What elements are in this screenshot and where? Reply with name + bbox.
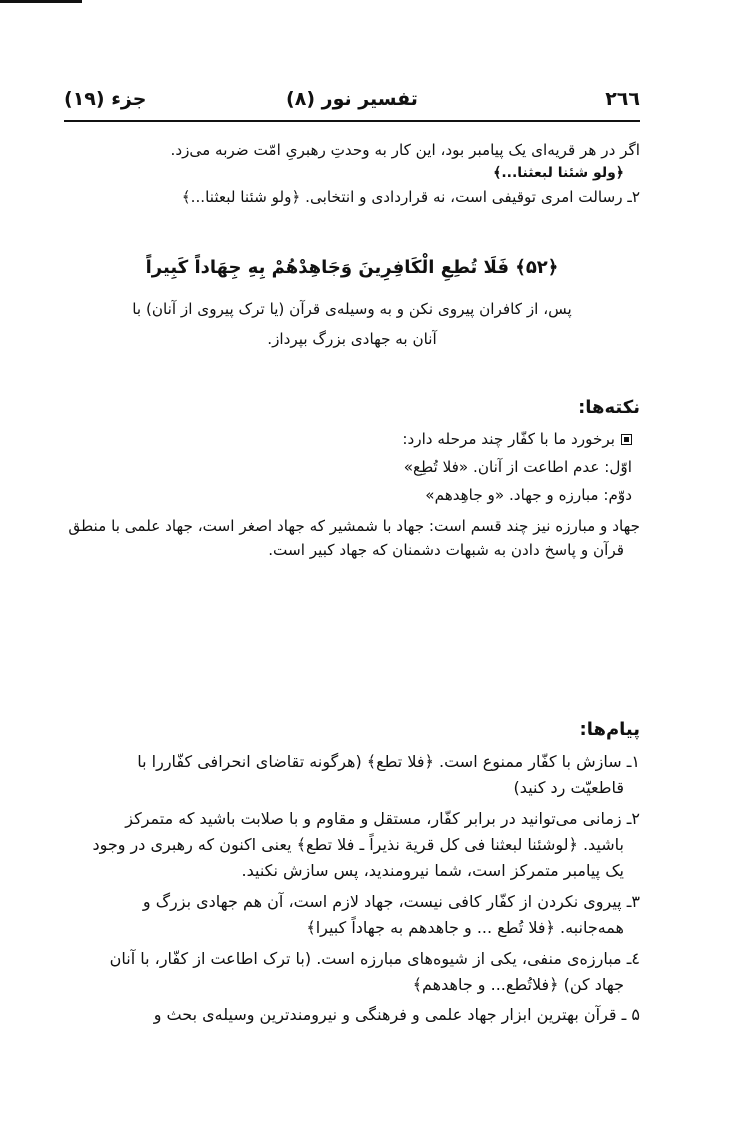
notes-paragraph-line: جهاد و مبارزه نیز چند قسم است: جهاد با شمشیر که جهاد اصغر است، جهاد علمی با منطق [68, 516, 640, 535]
verse-arabic: ﴿۵۲﴾ فَلَا تُطِعِ الْكَافِرِينَ وَجَاهِدْهُمْ بِهِ جِهَاداً كَبِيراً [145, 257, 559, 278]
page-number: ۲٦٦ [605, 88, 640, 110]
verse-translation [64, 297, 640, 352]
message-line: ۲ـ زمانی می‌توانید در برابر کفّار، مستقل و مقاوم و با صلابت باشید که متمرکز [125, 808, 640, 828]
notes-title: نکته‌ها: [578, 397, 640, 418]
book-title: تفسیر نور (۸) [286, 88, 418, 110]
scan-corner-mark [0, 0, 82, 3]
notes-intro [64, 427, 632, 451]
message-line: جهاد کن) ﴿فلاتُطع... و جاهدهم﴾ [412, 974, 624, 994]
message-item [64, 946, 640, 999]
message-item [64, 889, 640, 942]
message-item [64, 1002, 640, 1028]
messages-section [64, 716, 640, 1029]
notes-paragraph-line: قرآن و پاسخ دادن به شبهات دشمنان که جهاد کبیر است. [268, 541, 624, 560]
intro-text [64, 138, 640, 209]
message-line: ۱ـ سازش با کفّار ممنوع است. ﴿فلا تطع﴾ (هرگونه تقاضای انحرافی کفّاررا با [137, 751, 640, 771]
message-line: ٤ـ مبارزه‌ی منفی، یکی از شیوه‌های مبارزه است. (با ترک اطاعت از کفّار، با آنان [109, 948, 640, 968]
translation-line: پس، از کافران پیروی نکن و به وسیله‌ی قرآن (یا ترک پیروی از آنان) با [132, 299, 572, 318]
header-rule [64, 120, 640, 122]
translation-line: آنان به جهادی بزرگ بپرداز. [267, 330, 437, 349]
message-line: باشید. ﴿لوشئنا لبعثنا فی کل قریة نذیراً ـ فلا تطع﴾ یعنی اکنون که رهبری در وجود [92, 834, 624, 854]
intro-quote: ﴿ولو شئنا لبعثنا...﴾ [493, 165, 624, 182]
message-item [64, 806, 640, 885]
square-bullet-icon [621, 434, 632, 445]
notes-section [64, 394, 640, 562]
message-line: ۵ ـ قرآن بهترین ابزار جهاد علمی و فرهنگی و نیرومندترین وسیله‌ی بحث و [153, 1005, 640, 1025]
verse-block [64, 254, 640, 351]
intro-line: ۲ـ رسالت امری توقیفی است، نه قراردادی و انتخابی. ﴿ولو شئنا لبعثنا...﴾ [181, 187, 640, 206]
juz-label: جزء (۱۹) [64, 88, 147, 110]
notes-stage: دوّم: مبارزه و جهاد. «و جاهِدهم» [425, 486, 632, 505]
notes-stage: اوّل: عدم اطاعت از آنان. «فلا تُطِع» [403, 458, 632, 477]
intro-line: اگر در هر قریه‌ای یک پیامبر بود، این کار به وحدتِ رهبریِ امّت ضربه می‌زد. [170, 141, 640, 159]
notes-intro-text: برخورد ما با کفّار چند مرحله دارد: [402, 429, 615, 448]
running-header [64, 86, 640, 116]
message-item [64, 749, 640, 802]
message-line: همه‌جانبه. ﴿فلا تُطع ... و جاهدهم به جهاداً کبیرا﴾ [306, 918, 624, 938]
messages-title: پیام‌ها: [579, 719, 640, 740]
message-line: یک پیامبر متمرکز است، شما نیرومندید، پس سازش نکنید. [241, 861, 624, 881]
message-line: ۳ـ پیروی نکردن از کفّار کافی نیست، جهاد لازم است، آن هم جهادی بزرگ و [142, 891, 640, 911]
book-page [64, 86, 640, 1025]
message-line: قاطعیّت رد کنید) [513, 778, 624, 798]
